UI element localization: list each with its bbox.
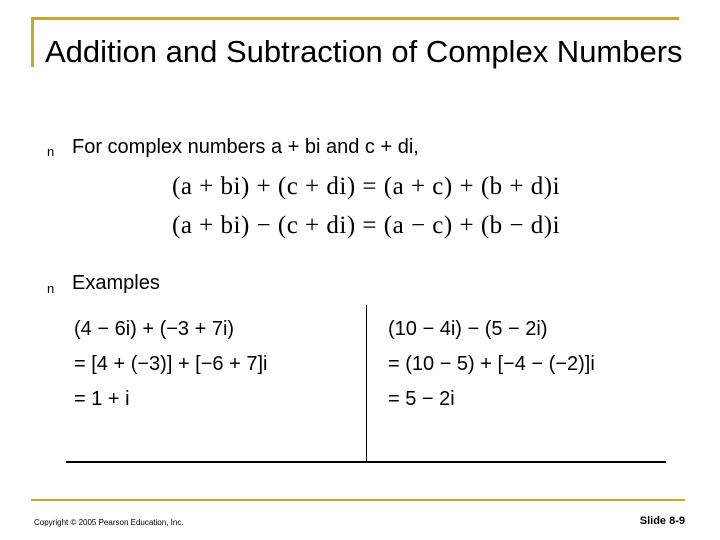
bullet-marker: n xyxy=(47,281,55,296)
slide-number: Slide 8-9 xyxy=(639,515,685,527)
subtraction-formula: (a + bi) − (c + di) = (a − c) + (b − d)i xyxy=(172,212,561,239)
example-right-line-2: = (10 − 5) + [−4 − (−2)]i xyxy=(388,353,595,375)
title-frame-left xyxy=(31,17,34,67)
bullet-marker: n xyxy=(47,144,55,159)
bullet-intro-text: For complex numbers a + bi and c + di, xyxy=(72,136,419,158)
example-left-line-2: = [4 + (−3)] + [−6 + 7]i xyxy=(74,353,268,375)
addition-formula: (a + bi) + (c + di) = (a + c) + (b + d)i xyxy=(172,173,561,200)
slide-title: Addition and Subtraction of Complex Numbers xyxy=(45,34,683,69)
title-frame-top xyxy=(31,17,679,20)
example-right-line-3: = 5 − 2i xyxy=(388,388,455,410)
column-divider xyxy=(366,305,367,462)
copyright-text: Copyright © 2005 Pearson Education, Inc. xyxy=(34,518,184,527)
example-left-line-3: = 1 + i xyxy=(74,388,130,410)
examples-bottom-rule xyxy=(66,461,666,463)
example-left-line-1: (4 − 6i) + (−3 + 7i) xyxy=(74,318,235,340)
example-right-line-1: (10 − 4i) − (5 − 2i) xyxy=(388,318,548,340)
footer-rule xyxy=(31,499,685,501)
bullet-examples-text: Examples xyxy=(72,272,160,294)
